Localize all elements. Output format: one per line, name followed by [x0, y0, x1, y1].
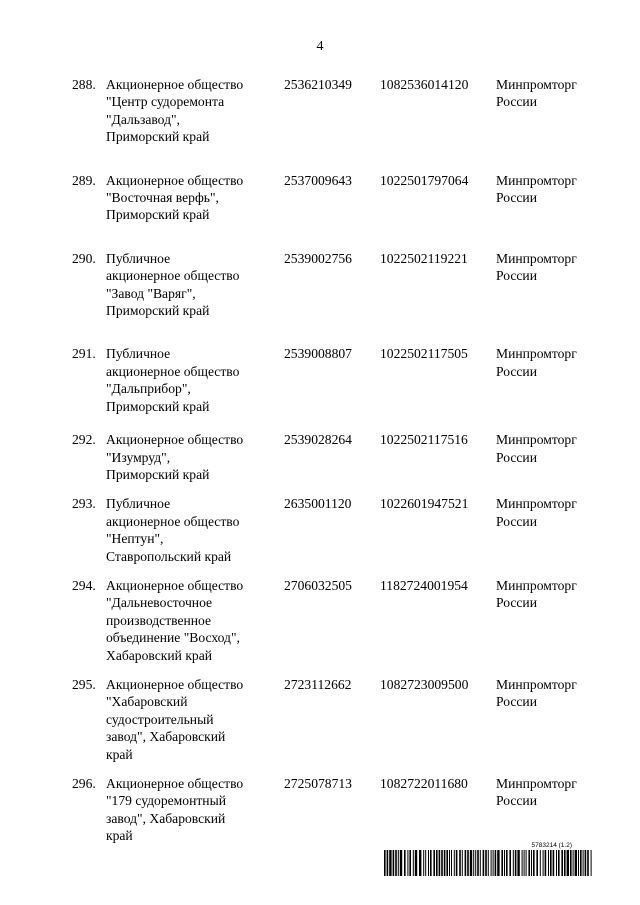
organizations-list	[72, 76, 592, 845]
barcode-bar	[564, 850, 566, 876]
organization-name: Акционерное общество "Изумруд", Приморский край	[106, 432, 244, 482]
barcode-bar	[475, 850, 476, 876]
list-item	[72, 775, 592, 845]
barcode-bar	[517, 850, 519, 876]
barcode-bar	[488, 850, 489, 876]
organization-name: Акционерное общество "Хабаровский судостроительный завод", Хабаровский край	[106, 676, 244, 762]
ministry-name: Минпромторг России	[496, 77, 577, 110]
barcode-bar	[415, 850, 417, 876]
row-number: 292.	[72, 432, 96, 448]
barcode-bar	[398, 850, 399, 876]
barcode-bar	[433, 850, 435, 876]
barcode-bar	[501, 850, 503, 876]
ministry-name: Минпромторг России	[496, 432, 577, 465]
barcode-bar	[583, 850, 584, 876]
barcode-bar	[550, 850, 552, 876]
barcode-bar	[528, 850, 530, 876]
ogrn-value: 1022601947521	[380, 496, 469, 512]
barcode-bar	[548, 850, 549, 876]
ministry-name: Минпромторг России	[496, 776, 577, 809]
barcode-bar	[480, 850, 481, 876]
barcode-bar	[413, 850, 414, 876]
organization-name: Акционерное общество "Восточная верфь", Приморский край	[106, 172, 244, 223]
ministry-name: Минпромторг России	[496, 250, 577, 284]
barcode-bar	[473, 850, 474, 876]
barcode-bar	[451, 850, 452, 876]
organization-name: Акционерное общество "Центр судоремонта "Дальзавод", Приморский край	[106, 77, 244, 145]
row-number: 288.	[72, 77, 96, 92]
inn-value: 2536210349	[284, 77, 352, 92]
list-item	[72, 345, 592, 415]
barcode-bar	[436, 850, 438, 876]
barcode-bar	[419, 850, 421, 876]
row-number: 290.	[72, 250, 96, 266]
barcode-bar	[387, 850, 389, 876]
barcode-bar	[449, 850, 450, 876]
ogrn-value: 1022502117505	[380, 346, 468, 362]
ministry-name: Минпромторг России	[496, 496, 577, 529]
inn-value: 2539002756	[284, 250, 352, 266]
ogrn-value: 1082536014120	[380, 77, 469, 92]
ogrn-value: 1182724001954	[380, 577, 468, 593]
list-item	[72, 431, 592, 483]
barcode-bar	[567, 850, 569, 876]
barcode-bar	[522, 850, 523, 876]
barcode-bar	[439, 850, 441, 876]
barcode-bar	[485, 850, 487, 876]
organization-name: Публичное акционерное общество "Завод "Варяг", Приморский край	[106, 250, 240, 319]
barcode-bar	[493, 850, 494, 876]
barcode-bar	[430, 850, 432, 876]
inn-value: 2725078713	[284, 776, 352, 791]
row-number: 293.	[72, 496, 96, 512]
inn-value: 2635001120	[284, 496, 352, 512]
barcode-bar	[423, 850, 424, 876]
list-item	[72, 676, 592, 763]
ogrn-value: 1022501797064	[380, 172, 469, 188]
barcode-bar	[526, 850, 527, 876]
barcode-bar	[573, 850, 574, 876]
barcode-bar	[483, 850, 485, 876]
list-item	[72, 172, 592, 224]
barcode-bar	[470, 850, 472, 876]
barcode-bar	[409, 850, 411, 876]
barcode-caption: 5783214 (1.2)	[531, 842, 572, 849]
page-number: 4	[316, 39, 324, 54]
barcode-bar	[515, 850, 517, 876]
inn-value: 2723112662	[284, 676, 352, 692]
barcode-bar	[506, 850, 508, 876]
organization-name: Публичное акционерное общество "Нептун", Ставропольский край	[106, 496, 240, 564]
ministry-name: Минпромторг России	[496, 676, 577, 710]
ogrn-value: 1022502119221	[380, 250, 468, 266]
ogrn-value: 1082722011680	[380, 776, 468, 791]
barcode-bar	[400, 850, 402, 876]
barcode-bar	[465, 850, 467, 876]
barcode-bar	[578, 850, 579, 876]
document-barcode	[384, 842, 594, 876]
list-item	[72, 495, 592, 565]
barcode-bar	[540, 850, 541, 876]
barcode-bar	[491, 850, 492, 876]
barcode-bar	[441, 850, 443, 876]
barcode-bar	[536, 850, 538, 876]
row-number: 294.	[72, 577, 96, 593]
barcode-bar	[428, 850, 429, 876]
barcode-bar	[570, 850, 572, 876]
barcode-bar	[533, 850, 535, 876]
barcode-bar	[384, 850, 386, 876]
barcode-bar	[467, 850, 469, 876]
barcode-bar	[587, 850, 589, 876]
ministry-name: Минпромторг России	[496, 346, 577, 379]
inn-value: 2539028264	[284, 432, 352, 448]
barcode-bar	[404, 850, 406, 876]
row-number: 296.	[72, 776, 96, 791]
barcode-bar	[580, 850, 582, 876]
barcode-bar	[504, 850, 505, 876]
organization-name: Акционерное общество "179 судоремонтный завод", Хабаровский край	[106, 776, 244, 844]
list-item	[72, 250, 592, 320]
list-item	[72, 76, 592, 146]
barcode-bar	[446, 850, 448, 876]
barcode-bar	[497, 850, 499, 876]
barcode-bar	[513, 850, 514, 876]
inn-value: 2706032505	[284, 577, 352, 593]
inn-value: 2537009643	[284, 172, 352, 188]
barcode-bar	[395, 850, 397, 876]
barcode-bar	[585, 850, 587, 876]
barcode-bar	[558, 850, 560, 876]
barcode-bar	[477, 850, 479, 876]
organization-name: Публичное акционерное общество "Дальприбор", Приморский край	[106, 346, 240, 414]
barcode-bar	[553, 850, 555, 876]
barcode-bar	[561, 850, 563, 876]
barcode-bar	[591, 850, 592, 876]
barcode-bar	[425, 850, 426, 876]
barcode-bar	[524, 850, 525, 876]
inn-value: 2539008807	[284, 346, 352, 362]
barcode-bar	[444, 850, 446, 876]
barcode-bar	[509, 850, 511, 876]
ministry-name: Минпромторг России	[496, 577, 577, 611]
row-number: 295.	[72, 676, 96, 692]
barcode-bar	[545, 850, 547, 876]
barcode-bar	[556, 850, 557, 876]
organization-name: Акционерное общество "Дальневосточное производственное объединение "Восход", Хабаровский край	[106, 577, 244, 663]
ogrn-value: 1022502117516	[380, 432, 468, 448]
barcode-bar	[543, 850, 544, 876]
barcode-bar	[575, 850, 577, 876]
barcode-bar	[393, 850, 395, 876]
barcode-bar	[456, 850, 458, 876]
row-number: 289.	[72, 172, 96, 188]
barcode-icon	[384, 850, 594, 876]
barcode-bar	[389, 850, 391, 876]
ogrn-value: 1082723009500	[380, 676, 469, 692]
barcode-bar	[407, 850, 408, 876]
barcode-bar	[531, 850, 532, 876]
row-number: 291.	[72, 346, 96, 362]
barcode-bar	[459, 850, 461, 876]
barcode-bar	[462, 850, 463, 876]
barcode-bar	[495, 850, 497, 876]
barcode-bar	[454, 850, 455, 876]
list-item	[72, 577, 592, 664]
ministry-name: Минпромторг России	[496, 172, 577, 206]
